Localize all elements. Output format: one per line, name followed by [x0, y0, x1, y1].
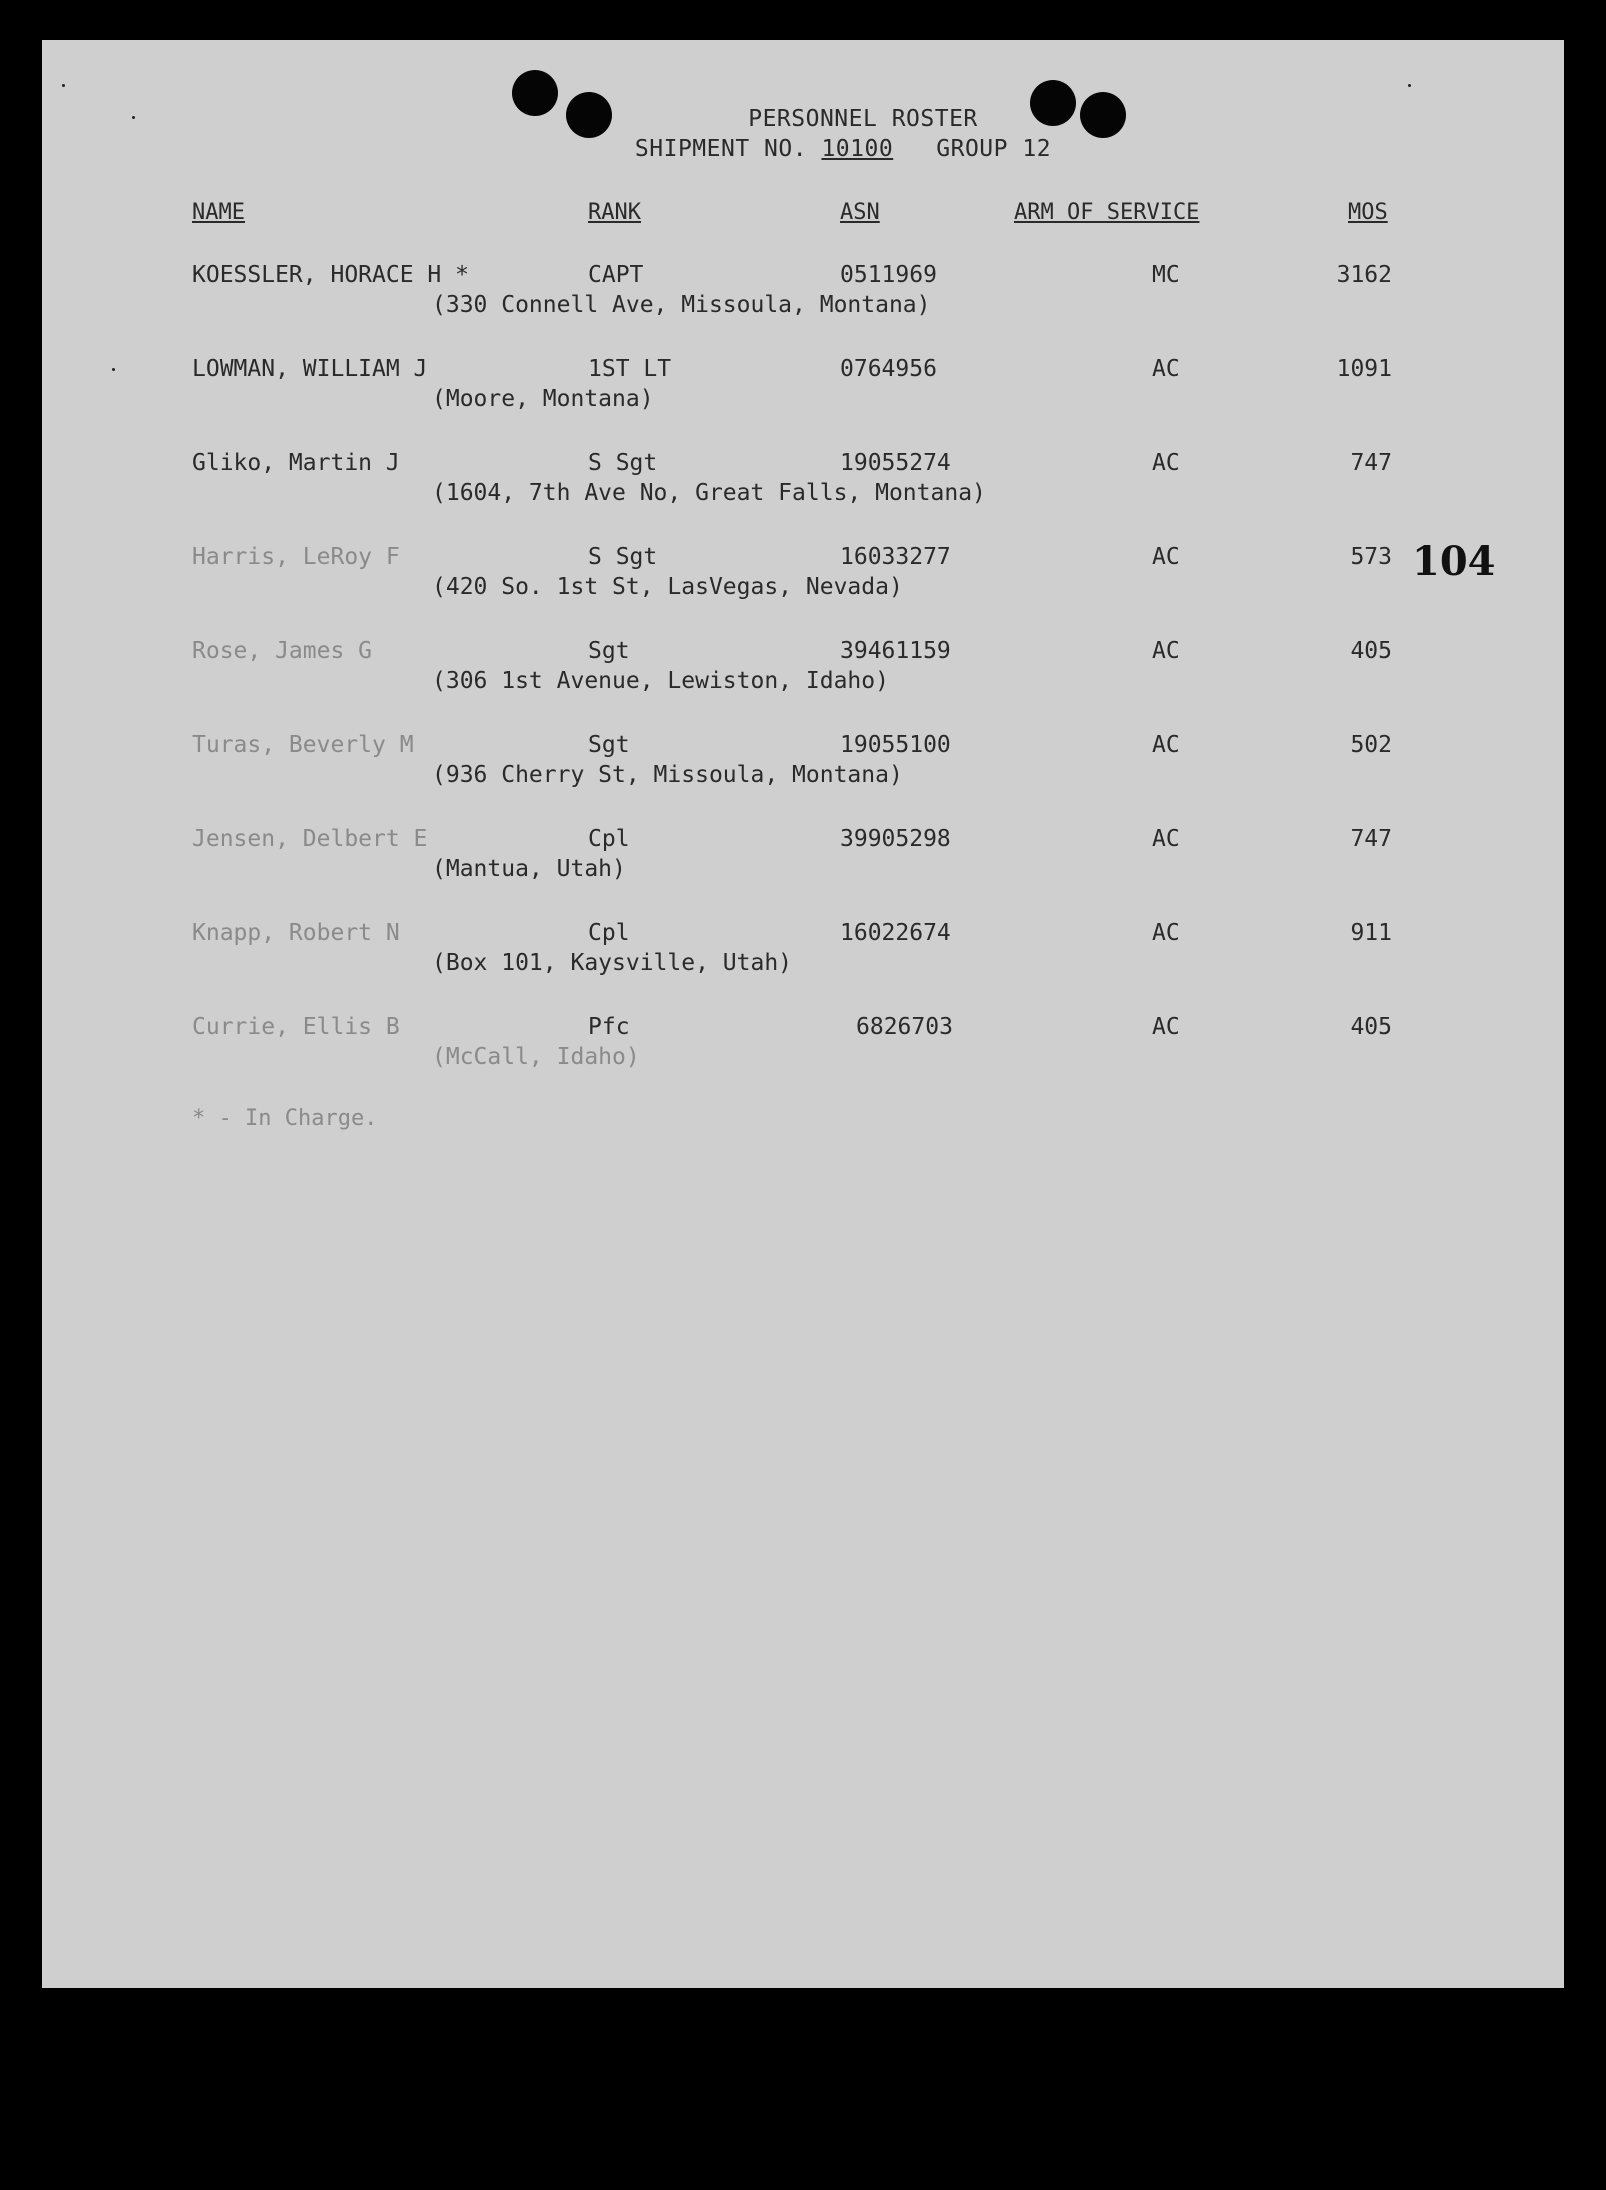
- roster-asn: 16022674: [840, 920, 951, 946]
- roster-address: (330 Connell Ave, Missoula, Montana): [432, 292, 931, 318]
- roster-address: (1604, 7th Ave No, Great Falls, Montana): [432, 480, 986, 506]
- roster-address: (420 So. 1st St, LasVegas, Nevada): [432, 574, 903, 600]
- roster-arm: AC: [1152, 544, 1180, 570]
- roster-row: [42, 262, 1564, 332]
- roster-name: Rose, James G: [192, 638, 373, 664]
- roster-arm: AC: [1152, 356, 1180, 382]
- roster-row: [42, 1014, 1564, 1084]
- roster-rank: CAPT: [588, 262, 644, 288]
- roster-asn: 16033277: [840, 544, 951, 570]
- column-header-name: NAME: [192, 200, 245, 225]
- scanned-page: [42, 40, 1564, 1988]
- roster-row: [42, 356, 1564, 426]
- roster-address: (McCall, Idaho): [432, 1044, 640, 1070]
- roster-rank: S Sgt: [588, 450, 658, 476]
- roster-asn: 0764956: [840, 356, 937, 382]
- roster-arm: AC: [1152, 732, 1180, 758]
- roster-arm: AC: [1152, 450, 1180, 476]
- roster-mos: 573: [1350, 544, 1392, 570]
- shipment-line: [82, 136, 1604, 162]
- roster-mos: 747: [1350, 826, 1392, 852]
- roster-rank: Pfc: [588, 1014, 630, 1040]
- roster-mos: 502: [1350, 732, 1392, 758]
- roster-rank: Cpl: [588, 920, 630, 946]
- roster-name: Knapp, Robert N: [192, 920, 400, 946]
- roster-name: Currie, Ellis B: [192, 1014, 400, 1040]
- roster-asn: 39461159: [840, 638, 951, 664]
- roster-asn: 19055100: [840, 732, 951, 758]
- roster-title: PERSONNEL ROSTER: [748, 106, 978, 132]
- roster-address: (Box 101, Kaysville, Utah): [432, 950, 793, 976]
- roster-mos: 405: [1350, 1014, 1392, 1040]
- roster-arm: MC: [1152, 262, 1180, 288]
- roster-arm: AC: [1152, 826, 1180, 852]
- roster-asn: 0511969: [840, 262, 937, 288]
- roster-mos: 911: [1350, 920, 1392, 946]
- column-header-rank: RANK: [588, 200, 641, 225]
- roster-name: Gliko, Martin J: [192, 450, 400, 476]
- roster-rank: 1ST LT: [588, 356, 672, 382]
- roster-asn: 6826703: [856, 1014, 953, 1040]
- roster-address: (Moore, Montana): [432, 386, 654, 412]
- footnote-in-charge: * - In Charge.: [192, 1106, 378, 1131]
- roster-asn: 39905298: [840, 826, 951, 852]
- roster-name: Harris, LeRoy F: [192, 544, 400, 570]
- roster-row: [42, 920, 1564, 990]
- page-number-stamp: 104: [1412, 538, 1496, 585]
- group-label: GROUP: [936, 136, 1008, 162]
- roster-mos: 1091: [1336, 356, 1392, 382]
- roster-row: [42, 732, 1564, 802]
- roster-mos: 747: [1350, 450, 1392, 476]
- speck: [1408, 84, 1411, 87]
- roster-row: [42, 544, 1564, 614]
- speck: [62, 84, 65, 87]
- roster-rank: S Sgt: [588, 544, 658, 570]
- roster-rank: Cpl: [588, 826, 630, 852]
- roster-arm: AC: [1152, 920, 1180, 946]
- roster-name: KOESSLER, HORACE H *: [192, 262, 469, 288]
- roster-asn: 19055274: [840, 450, 951, 476]
- roster-mos: 405: [1350, 638, 1392, 664]
- roster-arm: AC: [1152, 638, 1180, 664]
- roster-address: (306 1st Avenue, Lewiston, Idaho): [432, 668, 889, 694]
- shipment-number: 10100: [821, 136, 894, 162]
- roster-arm: AC: [1152, 1014, 1180, 1040]
- roster-name: Jensen, Delbert E: [192, 826, 428, 852]
- column-header-mos: MOS: [1348, 200, 1388, 225]
- roster-rank: Sgt: [588, 732, 630, 758]
- roster-row: [42, 450, 1564, 520]
- column-header-asn: ASN: [840, 200, 880, 225]
- roster-name: LOWMAN, WILLIAM J: [192, 356, 428, 382]
- roster-row: [42, 826, 1564, 896]
- group-number: 12: [1022, 136, 1052, 162]
- roster-name: Turas, Beverly M: [192, 732, 414, 758]
- roster-mos: 3162: [1336, 262, 1392, 288]
- roster-row: [42, 638, 1564, 708]
- roster-address: (Mantua, Utah): [432, 856, 626, 882]
- shipment-label: SHIPMENT NO.: [634, 136, 808, 162]
- roster-rank: Sgt: [588, 638, 630, 664]
- roster-address: (936 Cherry St, Missoula, Montana): [432, 762, 903, 788]
- column-header-arm-of-service: ARM OF SERVICE: [1014, 200, 1200, 225]
